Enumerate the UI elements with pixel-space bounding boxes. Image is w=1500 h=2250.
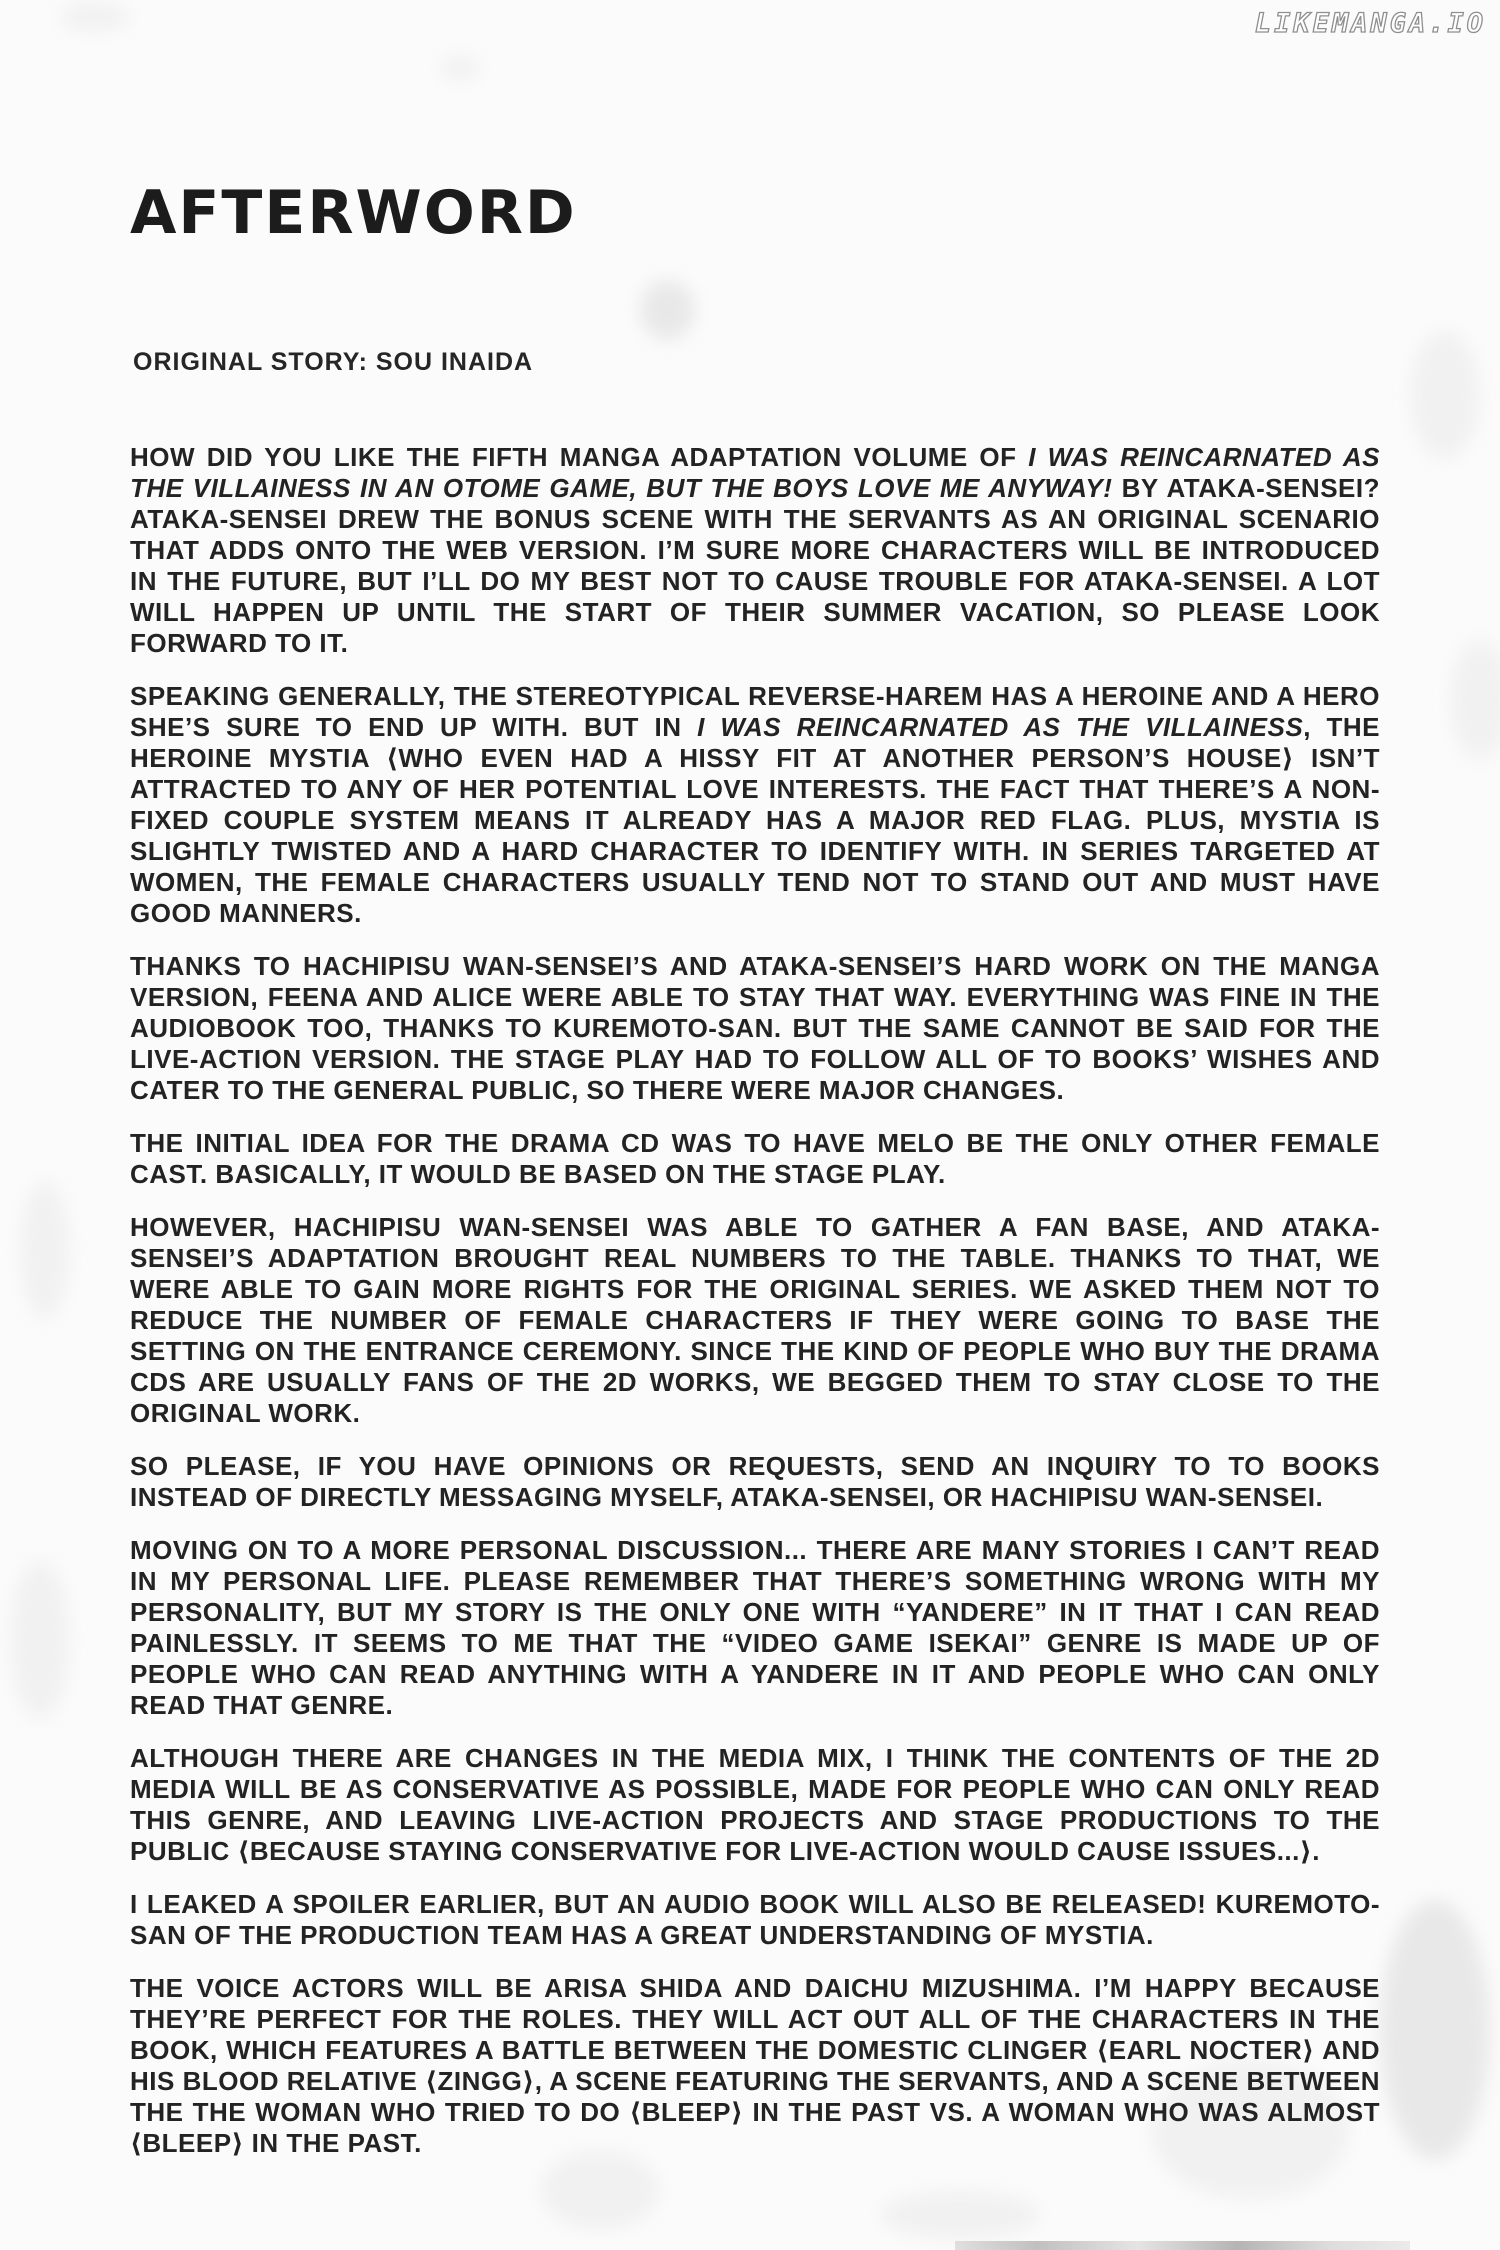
scan-smudge (880, 2190, 1040, 2240)
page-title: AFTERWORD (130, 178, 577, 248)
scan-smudge (440, 55, 480, 81)
paragraph-text: MOVING ON TO A MORE PERSONAL DISCUSSION... THERE ARE MANY STORIES I CAN’T READ IN MY PERSONAL LIFE. PLEASE REMEMBER THAT THERE’S SOMETHING WRONG WITH MY PERSONALITY, BUT MY STORY IS THE ONLY ONE WITH “YANDERE” IN IT THAT I CAN READ PAINLESSLY. IT SEEMS TO ME THAT THE “VIDEO GAME ISEKAI” GENRE IS MADE UP OF PEOPLE WHO CAN READ ANYTHING WITH A YANDERE IN IT AND PEOPLE WHO CAN ONLY READ THAT GENRE. (130, 1535, 1380, 1720)
paragraph-text: ALTHOUGH THERE ARE CHANGES IN THE MEDIA MIX, I THINK THE CONTENTS OF THE 2D MEDIA WILL BE AS CONSERVATIVE AS POSSIBLE, MADE FOR PEOPLE WHO CAN ONLY READ THIS GENRE, AND LEAVING LIVE-ACTION PROJECTS AND STAGE PRODUCTIONS TO THE PUBLIC ⟨BECAUSE STAYING CONSERVATIVE FOR LIVE-ACTION WOULD CAUSE ISSUES...⟩. (130, 1743, 1380, 1866)
scan-smudge (1380, 1900, 1490, 2160)
afterword-paragraph (130, 681, 1380, 929)
afterword-paragraph (130, 951, 1380, 1106)
scan-smudge (10, 1560, 70, 1720)
scan-smudge (1450, 640, 1500, 760)
paragraph-text: THE INITIAL IDEA FOR THE DRAMA CD WAS TO HAVE MELO BE THE ONLY OTHER FEMALE CAST. BASICALLY, IT WOULD BE BASED ON THE STAGE PLAY. (130, 1128, 1380, 1189)
scan-edge-artifact (955, 2241, 1410, 2250)
scan-smudge (1410, 330, 1480, 460)
paragraph-text: HOW DID YOU LIKE THE FIFTH MANGA ADAPTATION VOLUME OF (130, 442, 1029, 472)
afterword-body (130, 442, 1380, 2159)
afterword-paragraph (130, 1212, 1380, 1429)
afterword-paragraph (130, 1743, 1380, 1867)
paragraph-text: THANKS TO HACHIPISU WAN-SENSEI’S AND ATAKA-SENSEI’S HARD WORK ON THE MANGA VERSION, FEENA AND ALICE WERE ABLE TO STAY THAT WAY. EVERYTHING WAS FINE IN THE AUDIOBOOK TOO, THANKS TO KUREMOTO-SAN. BUT THE SAME CANNOT BE SAID FOR THE LIVE-ACTION VERSION. THE STAGE PLAY HAD TO FOLLOW ALL OF TO BOOKS’ WISHES AND CATER TO THE GENERAL PUBLIC, SO THERE WERE MAJOR CHANGES. (130, 951, 1380, 1105)
afterword-paragraph (130, 1128, 1380, 1190)
afterword-paragraph (130, 1535, 1380, 1721)
afterword-paragraph (130, 442, 1380, 659)
paragraph-text: SPEAKING GENERALLY, THE STEREOTYPICAL REVERSE-HAREM HAS A HEROINE AND A HERO SHE’S SURE TO END UP WITH. BUT IN (130, 681, 1380, 742)
afterword-paragraph (130, 1973, 1380, 2159)
paragraph-text: BY ATAKA-SENSEI? ATAKA-SENSEI DREW THE BONUS SCENE WITH THE SERVANTS AS AN ORIGINAL SCENARIO THAT ADDS ONTO THE WEB VERSION. I’M SURE MORE CHARACTERS WILL BE INTRODUCED IN THE FUTURE, BUT I’LL DO MY BEST NOT TO CAUSE TROUBLE FOR ATAKA-SENSEI. A LOT WILL HAPPEN UP UNTIL THE START OF THEIR SUMMER VACATION, SO PLEASE LOOK FORWARD TO IT. (130, 473, 1380, 658)
original-story-credit: ORIGINAL STORY: SOU INAIDA (133, 348, 534, 376)
scan-smudge (640, 280, 695, 340)
paragraph-text: , THE HEROINE MYSTIA ⟨WHO EVEN HAD A HISSY FIT AT ANOTHER PERSON’S HOUSE⟩ ISN’T ATTRACTED TO ANY OF HER POTENTIAL LOVE INTERESTS. THE FACT THAT THERE’S A NON-FIXED COUPLE SYSTEM MEANS IT ALREADY HAS A MAJOR RED FLAG. PLUS, MYSTIA IS SLIGHTLY TWISTED AND A HARD CHARACTER TO IDENTIFY WITH. IN SERIES TARGETED AT WOMEN, THE FEMALE CHARACTERS USUALLY TEND NOT TO STAND OUT AND MUST HAVE GOOD MANNERS. (130, 712, 1380, 928)
scan-smudge (60, 2, 130, 32)
series-title-italic: I WAS REINCARNATED AS THE VILLAINESS (697, 712, 1304, 742)
series-title-italic: I WAS REINCARNATED AS THE VILLAINESS IN AN OTOME GAME, BUT THE BOYS LOVE ME ANYWAY! (130, 442, 1381, 503)
paragraph-text: SO PLEASE, IF YOU HAVE OPINIONS OR REQUESTS, SEND AN INQUIRY TO TO BOOKS INSTEAD OF DIRECTLY MESSAGING MYSELF, ATAKA-SENSEI, OR HACHIPISU WAN-SENSEI. (130, 1451, 1380, 1512)
scan-smudge (540, 2150, 660, 2230)
paragraph-text: I LEAKED A SPOILER EARLIER, BUT AN AUDIO BOOK WILL ALSO BE RELEASED! KUREMOTO-SAN OF THE PRODUCTION TEAM HAS A GREAT UNDERSTANDING OF MYSTIA. (130, 1889, 1380, 1950)
paragraph-text: THE VOICE ACTORS WILL BE ARISA SHIDA AND DAICHU MIZUSHIMA. I’M HAPPY BECAUSE THEY’RE PERFECT FOR THE ROLES. THEY WILL ACT OUT ALL OF THE CHARACTERS IN THE BOOK, WHICH FEATURES A BATTLE BETWEEN THE DOMESTIC CLINGER ⟨EARL NOCTER⟩ AND HIS BLOOD RELATIVE ⟨ZINGG⟩, A SCENE FEATURING THE SERVANTS, AND A SCENE BETWEEN THE THE WOMAN WHO TRIED TO DO ⟨BLEEP⟩ IN THE PAST VS. A WOMAN WHO WAS ALMOST ⟨BLEEP⟩ IN THE PAST. (130, 1973, 1380, 2158)
afterword-paragraph (130, 1451, 1380, 1513)
site-watermark: LIKEMANGA.IO (1254, 8, 1486, 39)
scan-smudge (20, 1180, 70, 1320)
afterword-paragraph (130, 1889, 1380, 1951)
paragraph-text: HOWEVER, HACHIPISU WAN-SENSEI WAS ABLE TO GATHER A FAN BASE, AND ATAKA-SENSEI’S ADAPTATION BROUGHT REAL NUMBERS TO THE TABLE. THANKS TO THAT, WE WERE ABLE TO GAIN MORE RIGHTS FOR THE ORIGINAL SERIES. WE ASKED THEM NOT TO REDUCE THE NUMBER OF FEMALE CHARACTERS IF THEY WERE GOING TO BASE THE SETTING ON THE ENTRANCE CEREMONY. SINCE THE KIND OF PEOPLE WHO BUY THE DRAMA CDS ARE USUALLY FANS OF THE 2D WORKS, WE BEGGED THEM TO STAY CLOSE TO THE ORIGINAL WORK. (130, 1212, 1380, 1428)
